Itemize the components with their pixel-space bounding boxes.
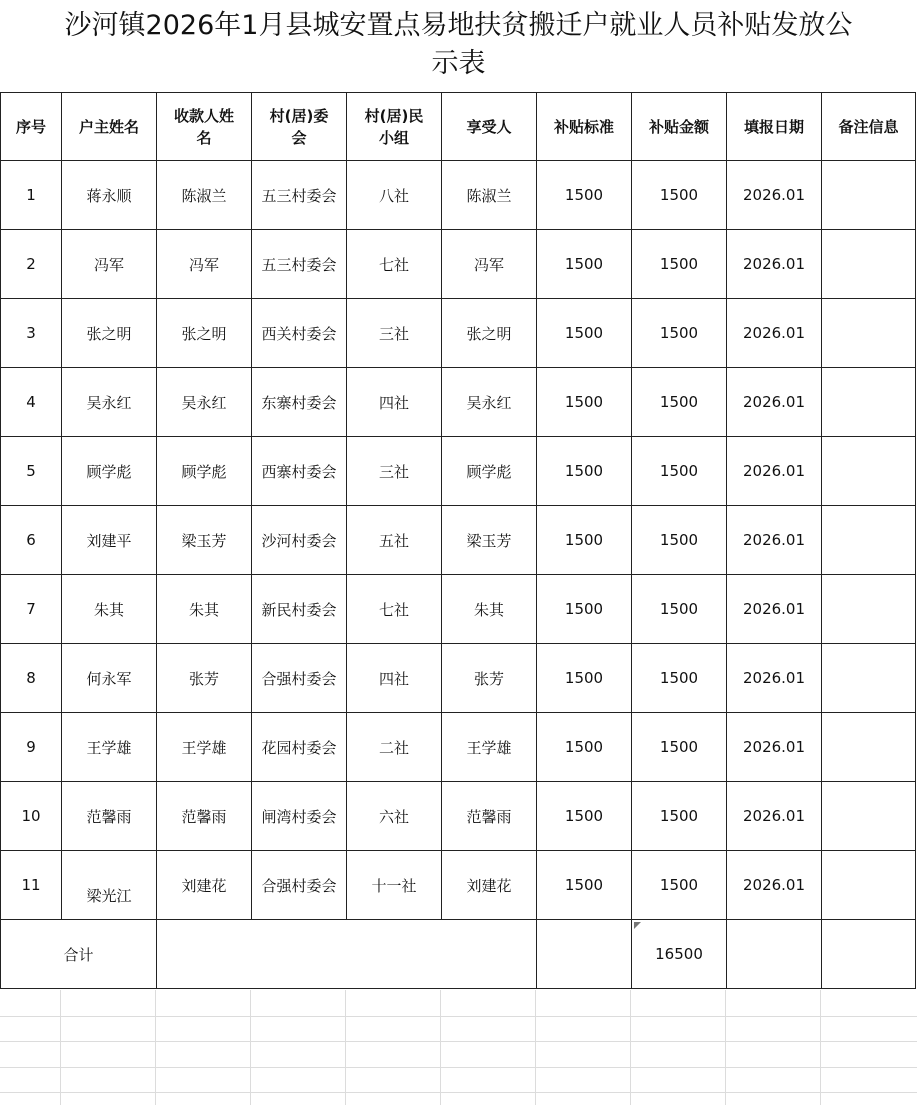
total-date[interactable] <box>727 920 822 989</box>
cell-date[interactable]: 2026.01 <box>727 368 822 437</box>
cell-householder[interactable]: 王学雄 <box>62 713 157 782</box>
cell-payee[interactable]: 张芳 <box>157 644 252 713</box>
empty-sheet-gridlines <box>0 990 917 1105</box>
cell-payee[interactable]: 朱其 <box>157 575 252 644</box>
header-householder[interactable] <box>62 93 157 161</box>
cell-date[interactable]: 2026.01 <box>727 230 822 299</box>
cell-amount[interactable]: 1500 <box>632 368 727 437</box>
total-row <box>1 920 916 989</box>
cell-payee[interactable]: 顾学彪 <box>157 437 252 506</box>
cell-standard[interactable]: 1500 <box>537 437 632 506</box>
cell-date[interactable]: 2026.01 <box>727 161 822 230</box>
cell-standard[interactable]: 1500 <box>537 299 632 368</box>
cell-beneficiary[interactable]: 张芳 <box>442 644 537 713</box>
header-seq-label: 序号 <box>15 117 46 136</box>
cell-seq[interactable]: 7 <box>1 575 62 644</box>
cell-date[interactable]: 2026.01 <box>727 299 822 368</box>
cell-remarks[interactable] <box>822 713 916 782</box>
cell-group[interactable]: 七社 <box>347 230 442 299</box>
cell-date[interactable]: 2026.01 <box>727 644 822 713</box>
cell-remarks[interactable] <box>822 368 916 437</box>
header-householder-label: 户主姓名 <box>78 117 139 136</box>
cell-seq[interactable]: 1 <box>1 161 62 230</box>
header-payee-line2: 名 <box>196 128 212 147</box>
total-label[interactable]: 合计 <box>1 920 157 989</box>
cell-group[interactable]: 二社 <box>347 713 442 782</box>
cell-householder[interactable]: 冯军 <box>62 230 157 299</box>
cell-group[interactable]: 四社 <box>347 368 442 437</box>
table-row <box>1 782 916 851</box>
cell-standard[interactable]: 1500 <box>537 713 632 782</box>
cell-payee[interactable]: 张之明 <box>157 299 252 368</box>
table-row <box>1 299 916 368</box>
cell-remarks[interactable] <box>822 575 916 644</box>
cell-householder[interactable]: 张之明 <box>62 299 157 368</box>
cell-amount[interactable]: 1500 <box>632 575 727 644</box>
cell-group[interactable]: 十一社 <box>347 851 442 920</box>
cell-seq[interactable]: 5 <box>1 437 62 506</box>
cell-payee[interactable]: 陈淑兰 <box>157 161 252 230</box>
cell-standard[interactable]: 1500 <box>537 644 632 713</box>
cell-group[interactable]: 四社 <box>347 644 442 713</box>
cell-seq[interactable]: 11 <box>1 851 62 920</box>
cell-beneficiary[interactable]: 陈淑兰 <box>442 161 537 230</box>
cell-standard[interactable]: 1500 <box>537 851 632 920</box>
cell-remarks[interactable] <box>822 782 916 851</box>
cell-standard[interactable]: 1500 <box>537 575 632 644</box>
cell-committee[interactable]: 五三村委会 <box>252 230 347 299</box>
cell-seq[interactable]: 8 <box>1 644 62 713</box>
cell-amount[interactable]: 1500 <box>632 851 727 920</box>
header-amount-label: 补贴金额 <box>648 117 709 136</box>
header-payee-line1: 收款人姓 <box>173 106 234 125</box>
cell-amount[interactable]: 1500 <box>632 437 727 506</box>
header-standard[interactable] <box>537 93 632 161</box>
header-standard-label: 补贴标准 <box>553 117 614 136</box>
cell-committee[interactable]: 沙河村委会 <box>252 506 347 575</box>
cell-beneficiary[interactable]: 范馨雨 <box>442 782 537 851</box>
cell-householder[interactable]: 蒋永顺 <box>62 161 157 230</box>
table-row <box>1 161 916 230</box>
subsidy-table <box>0 92 916 989</box>
cell-householder[interactable]: 刘建平 <box>62 506 157 575</box>
total-standard[interactable] <box>537 920 632 989</box>
cell-standard[interactable]: 1500 <box>537 161 632 230</box>
header-seq[interactable] <box>1 93 62 161</box>
cell-remarks[interactable] <box>822 851 916 920</box>
cell-remarks[interactable] <box>822 161 916 230</box>
cell-date[interactable]: 2026.01 <box>727 437 822 506</box>
table-row <box>1 851 916 920</box>
cell-payee[interactable]: 刘建花 <box>157 851 252 920</box>
cell-committee[interactable]: 西关村委会 <box>252 299 347 368</box>
header-committee[interactable] <box>252 93 347 161</box>
table-row <box>1 575 916 644</box>
cell-amount[interactable]: 1500 <box>632 299 727 368</box>
cell-group[interactable]: 七社 <box>347 575 442 644</box>
cell-date[interactable]: 2026.01 <box>727 575 822 644</box>
total-remarks[interactable] <box>822 920 916 989</box>
cell-committee[interactable]: 闸湾村委会 <box>252 782 347 851</box>
header-remarks[interactable] <box>822 93 916 161</box>
cell-remarks[interactable] <box>822 644 916 713</box>
cell-householder[interactable] <box>62 851 157 920</box>
cell-standard[interactable]: 1500 <box>537 506 632 575</box>
table-row <box>1 506 916 575</box>
cell-householder[interactable]: 何永军 <box>62 644 157 713</box>
cell-seq[interactable]: 6 <box>1 506 62 575</box>
cell-committee[interactable]: 东寨村委会 <box>252 368 347 437</box>
header-group[interactable] <box>347 93 442 161</box>
sheet-title <box>0 0 917 92</box>
header-payee[interactable] <box>157 93 252 161</box>
header-committee-line2: 会 <box>291 128 307 147</box>
cell-beneficiary[interactable]: 王学雄 <box>442 713 537 782</box>
cell-householder-text: 梁光江 <box>86 886 132 905</box>
cell-remarks[interactable] <box>822 299 916 368</box>
cell-amount[interactable]: 1500 <box>632 506 727 575</box>
cell-committee[interactable]: 五三村委会 <box>252 161 347 230</box>
cell-seq[interactable]: 3 <box>1 299 62 368</box>
header-row <box>1 93 916 161</box>
header-remarks-label: 备注信息 <box>838 117 899 136</box>
cell-payee[interactable]: 梁玉芳 <box>157 506 252 575</box>
cell-date[interactable]: 2026.01 <box>727 506 822 575</box>
cell-payee[interactable]: 吴永红 <box>157 368 252 437</box>
cell-amount[interactable]: 1500 <box>632 713 727 782</box>
cell-committee[interactable]: 新民村委会 <box>252 575 347 644</box>
header-beneficiary-label: 享受人 <box>466 117 512 136</box>
cell-beneficiary[interactable]: 梁玉芳 <box>442 506 537 575</box>
cell-date[interactable]: 2026.01 <box>727 782 822 851</box>
cell-amount[interactable]: 1500 <box>632 644 727 713</box>
cell-householder[interactable]: 范馨雨 <box>62 782 157 851</box>
cell-group[interactable]: 六社 <box>347 782 442 851</box>
cell-seq[interactable]: 2 <box>1 230 62 299</box>
cell-payee[interactable]: 王学雄 <box>157 713 252 782</box>
header-date[interactable] <box>727 93 822 161</box>
cell-householder[interactable]: 顾学彪 <box>62 437 157 506</box>
header-beneficiary[interactable] <box>442 93 537 161</box>
cell-date[interactable]: 2026.01 <box>727 851 822 920</box>
cell-beneficiary[interactable]: 刘建花 <box>442 851 537 920</box>
cell-seq[interactable]: 9 <box>1 713 62 782</box>
cell-remarks[interactable] <box>822 506 916 575</box>
cell-standard[interactable]: 1500 <box>537 230 632 299</box>
cell-remarks[interactable] <box>822 437 916 506</box>
header-date-label: 填报日期 <box>743 117 804 136</box>
cell-committee[interactable]: 合强村委会 <box>252 644 347 713</box>
title-line-1: 沙河镇2026年1月县城安置点易地扶贫搬迁户就业人员补贴发放公 <box>64 10 853 41</box>
cell-householder[interactable]: 吴永红 <box>62 368 157 437</box>
cell-beneficiary[interactable]: 张之明 <box>442 299 537 368</box>
header-group-line1: 村(居)民 <box>364 106 424 125</box>
cell-seq[interactable]: 4 <box>1 368 62 437</box>
cell-amount[interactable]: 1500 <box>632 230 727 299</box>
cell-beneficiary[interactable]: 顾学彪 <box>442 437 537 506</box>
cell-group[interactable]: 三社 <box>347 437 442 506</box>
table-row <box>1 368 916 437</box>
header-committee-line1: 村(居)委 <box>269 106 329 125</box>
cell-standard[interactable]: 1500 <box>537 782 632 851</box>
cell-seq[interactable]: 10 <box>1 782 62 851</box>
cell-beneficiary[interactable]: 吴永红 <box>442 368 537 437</box>
cell-payee[interactable]: 冯军 <box>157 230 252 299</box>
cell-beneficiary[interactable]: 冯军 <box>442 230 537 299</box>
total-amount[interactable]: 16500 <box>632 920 727 989</box>
cell-standard[interactable]: 1500 <box>537 368 632 437</box>
total-blank[interactable] <box>157 920 537 989</box>
cell-amount[interactable]: 1500 <box>632 161 727 230</box>
cell-committee[interactable]: 合强村委会 <box>252 851 347 920</box>
header-amount[interactable] <box>632 93 727 161</box>
cell-committee[interactable]: 花园村委会 <box>252 713 347 782</box>
cell-amount[interactable]: 1500 <box>632 782 727 851</box>
cell-householder[interactable]: 朱其 <box>62 575 157 644</box>
cell-date[interactable]: 2026.01 <box>727 713 822 782</box>
cell-payee[interactable]: 范馨雨 <box>157 782 252 851</box>
table-row <box>1 230 916 299</box>
cell-group[interactable]: 八社 <box>347 161 442 230</box>
cell-group[interactable]: 三社 <box>347 299 442 368</box>
table-row <box>1 713 916 782</box>
cell-group[interactable]: 五社 <box>347 506 442 575</box>
cell-beneficiary[interactable]: 朱其 <box>442 575 537 644</box>
table-row <box>1 437 916 506</box>
cell-committee[interactable]: 西寨村委会 <box>252 437 347 506</box>
table-row <box>1 644 916 713</box>
title-line-2: 示表 <box>431 48 486 79</box>
header-group-line2: 小组 <box>378 128 409 147</box>
cell-remarks[interactable] <box>822 230 916 299</box>
